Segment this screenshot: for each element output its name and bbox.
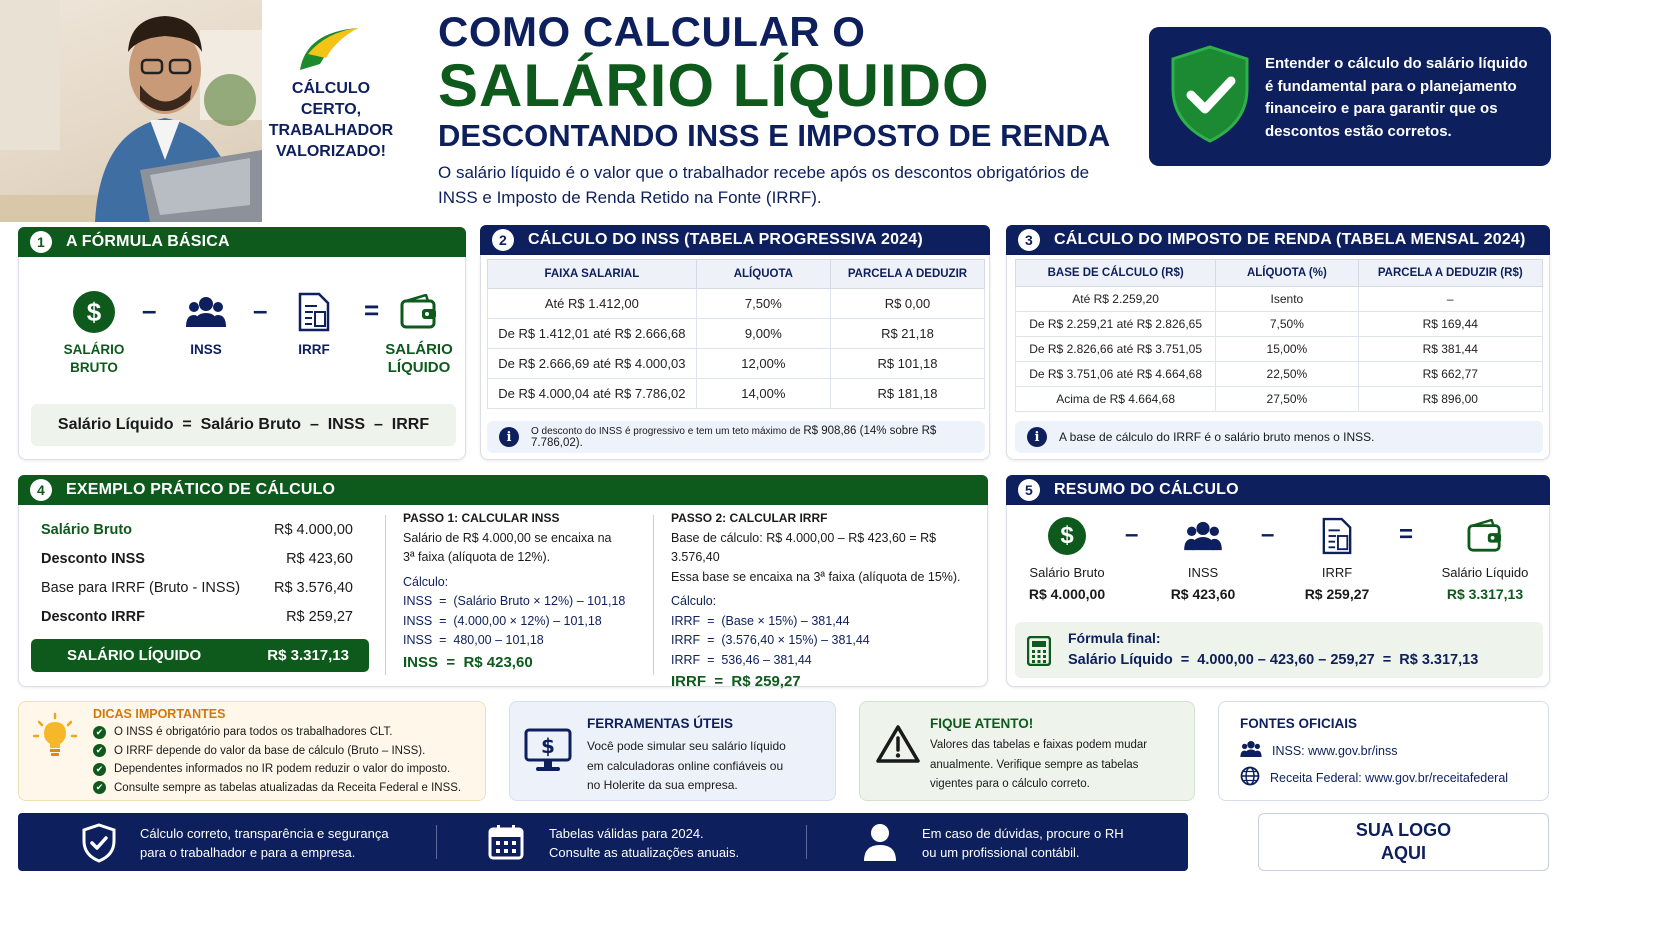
note-text: A base de cálculo do IRRF é o salário bruto menos o INSS. (1059, 430, 1375, 444)
logo-text: SUA LOGO (1355, 820, 1452, 840)
section2-panel (480, 255, 990, 460)
step-calc-label: Cálculo: (403, 574, 449, 589)
inss-table (487, 259, 985, 409)
check-icon: ✔ (93, 744, 106, 757)
tips-card (18, 701, 486, 801)
section1-panel (18, 257, 466, 460)
table-header: FAIXA SALARIAL (488, 260, 697, 289)
table-cell: 27,50% (1216, 387, 1358, 412)
table-header: ALÍQUOTA (696, 260, 830, 289)
sources-title: FONTES OFICIAIS (1240, 716, 1358, 731)
tips-title: DICAS IMPORTANTES (93, 707, 226, 721)
summary-inss (1153, 517, 1253, 602)
final-formula-text: Salário Líquido = 4.000,00 – 423,60 – 259,27 = R$ 3.317,13 (1068, 652, 1479, 668)
table-cell: 7,50% (1216, 312, 1358, 337)
footer-text-2: Tabelas válidas para 2024. Consulte as atualizações anuais. (549, 826, 740, 860)
info-icon: i (1027, 427, 1047, 447)
svg-text:$: $ (541, 734, 555, 758)
table-row (1016, 362, 1543, 387)
sources-card (1218, 701, 1549, 801)
irrf-item (269, 291, 359, 359)
table-cell: 22,50% (1216, 362, 1358, 387)
summary-gross (1017, 517, 1117, 602)
step-text: 3ª faixa (alíquota de 12%). (403, 550, 551, 564)
step2-block (671, 509, 981, 692)
equals-sign: = (364, 295, 380, 325)
calendar-icon (488, 824, 524, 865)
irrf-table-wrap (1015, 259, 1543, 412)
step-calc: INSS = (Salário Bruto × 12%) – 101,18 (403, 594, 626, 608)
minus-sign: – (1261, 521, 1275, 548)
item-label: INSS (190, 342, 222, 357)
step-calc: IRRF = 536,46 – 381,44 (671, 652, 812, 667)
table-cell: 15,00% (1216, 337, 1358, 362)
gross-salary-item (49, 291, 139, 377)
attention-card (859, 701, 1195, 801)
section-number: 5 (1018, 479, 1040, 501)
section-title: CÁLCULO DO INSS (TABELA PROGRESSIVA 2024) (528, 231, 923, 248)
section-number: 4 (30, 479, 52, 501)
minus-sign: – (142, 295, 157, 325)
table-header: BASE DE CÁLCULO (R$) (1016, 260, 1216, 287)
table-cell: R$ 662,77 (1358, 362, 1542, 387)
page-title (438, 8, 1128, 156)
section-number: 2 (492, 229, 514, 251)
shield-check-icon (82, 823, 116, 868)
line-value: R$ 4.000,00 (273, 521, 353, 538)
table-cell: Até R$ 2.259,20 (1016, 287, 1216, 312)
section1-header (18, 227, 466, 257)
table-row (1016, 287, 1543, 312)
line-label: Salário Bruto (41, 521, 133, 538)
summary-label: IRRF (1321, 565, 1353, 580)
table-row (488, 349, 985, 379)
dollar-icon: $ (1048, 517, 1086, 555)
item-label: SALÁRIO LÍQUIDO (385, 341, 453, 376)
footer-divider (436, 825, 437, 859)
source-link[interactable]: Receita Federal: www.gov.br/receitafederal (1270, 770, 1509, 785)
table-cell: R$ 169,44 (1358, 312, 1542, 337)
intro-text: Entender o cálculo do salário líquido é fundamental para o planejamento financeiro e para garantir que os descontos estão corretos. (1265, 55, 1528, 140)
example-summary (41, 515, 353, 631)
brand-swoosh-icon (296, 24, 360, 74)
table-cell: 14,00% (696, 379, 830, 409)
section-title: EXEMPLO PRÁTICO DE CÁLCULO (66, 481, 336, 498)
people-icon (1240, 740, 1262, 761)
table-cell: R$ 896,00 (1358, 387, 1542, 412)
example-line (41, 544, 353, 573)
summary-value: R$ 3.317,13 (1446, 586, 1524, 602)
step-calc-label: Cálculo: (671, 594, 717, 608)
final-formula-box (1015, 622, 1543, 678)
tax-document-icon (1321, 517, 1353, 555)
example-line (41, 573, 353, 602)
section-title: A FÓRMULA BÁSICA (66, 233, 230, 250)
table-cell: R$ 101,18 (830, 349, 984, 379)
list-item: ✔ O INSS é obrigatório para todos os trabalhadores CLT. (93, 723, 483, 742)
inss-item (161, 291, 251, 359)
summary-net (1427, 517, 1543, 602)
title-line-1: COMO CALCULAR O (438, 8, 866, 55)
logo-placeholder (1258, 813, 1549, 871)
step-calc: INSS = (4.000,00 × 12%) – 101,18 (403, 613, 602, 628)
section-number: 1 (30, 231, 52, 253)
person-icon (862, 823, 898, 866)
summary-value: R$ 423,60 (1170, 586, 1236, 602)
step-text: Salário de R$ 4.000,00 se encaixa na (403, 530, 612, 545)
minus-sign: – (253, 295, 268, 325)
calculator-icon (1027, 636, 1051, 671)
logo-text: AQUI (1381, 843, 1426, 863)
line-value: R$ 3.576,40 (273, 579, 353, 596)
table-cell: R$ 381,44 (1358, 337, 1542, 362)
section5-panel (1006, 505, 1550, 687)
table-cell: De R$ 1.412,01 até R$ 2.666,68 (488, 319, 697, 349)
step-calc: IRRF = (3.576,40 × 15%) – 381,44 (671, 633, 870, 647)
table-row (1016, 337, 1543, 362)
warning-icon (876, 724, 920, 769)
check-icon: ✔ (93, 781, 106, 794)
title-line-3: DESCONTANDO INSS E IMPOSTO DE RENDA (438, 118, 1111, 153)
step-result: INSS = R$ 423,60 (403, 653, 533, 671)
summary-label: Salário Líquido (1441, 565, 1529, 580)
slogan-line: CÁLCULO (291, 80, 371, 97)
step-result: IRRF = R$ 259,27 (671, 673, 801, 690)
step1-block (403, 509, 643, 672)
worker-photo (0, 0, 262, 222)
table-header: PARCELA A DEDUZIR (R$) (1358, 260, 1542, 287)
step-calc: IRRF = (Base × 15%) – 381,44 (671, 613, 850, 628)
title-line-2: SALÁRIO LÍQUIDO (438, 52, 990, 119)
table-row (488, 379, 985, 409)
slogan-badge (268, 78, 394, 162)
footer-divider (806, 825, 807, 859)
line-label: Base para IRRF (Bruto - INSS) (41, 579, 241, 596)
table-header: ALÍQUOTA (%) (1216, 260, 1358, 287)
table-cell: 12,00% (696, 349, 830, 379)
inss-note (487, 421, 985, 453)
section3-header (1006, 225, 1550, 255)
dollar-icon: $ (73, 291, 115, 333)
section-title: RESUMO DO CÁLCULO (1054, 481, 1239, 498)
table-cell: R$ 21,18 (830, 319, 984, 349)
shield-check-icon (1169, 45, 1251, 148)
table-cell: 9,00% (696, 319, 830, 349)
list-item: ✔ Dependentes informados no IR podem reduzir o valor do imposto. (93, 760, 483, 779)
step-text: Essa base se encaixa na 3ª faixa (alíquota de 15%). (671, 569, 961, 584)
tools-title: FERRAMENTAS ÚTEIS (587, 716, 734, 731)
example-line (41, 515, 353, 544)
table-cell: De R$ 3.751,06 até R$ 4.664,68 (1016, 362, 1216, 387)
slogan-line: TRABALHADOR (268, 122, 394, 139)
divider (385, 515, 386, 675)
table-cell: Até R$ 1.412,00 (488, 289, 697, 319)
computer-dollar-icon (524, 728, 572, 779)
wallet-icon (1467, 517, 1503, 555)
section5-header (1006, 475, 1550, 505)
table-row (1016, 387, 1543, 412)
slogan-line: VALORIZADO! (276, 143, 386, 160)
result-label: SALÁRIO LÍQUIDO (67, 647, 202, 664)
table-cell: Isento (1216, 287, 1358, 312)
footer-text-3: Em caso de dúvidas, procure o RH ou um profissional contábil. (922, 826, 1124, 860)
slogan-line: CERTO, (300, 101, 362, 118)
check-icon: ✔ (93, 726, 106, 739)
tax-document-icon (297, 291, 331, 333)
equals-sign: = (1399, 521, 1414, 548)
table-row (488, 289, 985, 319)
step-calc: INSS = 480,00 – 101,18 (403, 633, 544, 647)
list-item: ✔ Consulte sempre as tabelas atualizadas da Receita Federal e INSS. (93, 779, 483, 798)
table-row (1016, 312, 1543, 337)
result-value: R$ 3.317,13 (267, 647, 349, 664)
intro-shield-card (1149, 27, 1551, 166)
summary-label: INSS (1187, 565, 1219, 580)
attention-text: Valores das tabelas e faixas podem mudar anualmente. Verifique sempre as tabelas vigentes para o cálculo correto. (930, 739, 1148, 790)
section4-panel (18, 505, 988, 690)
step-title: PASSO 2: CALCULAR IRRF (671, 511, 828, 525)
info-icon: i (499, 427, 519, 447)
basic-formula-text: Salário Líquido = Salário Bruto – INSS – IRRF (57, 416, 430, 433)
summary-irrf (1287, 517, 1387, 602)
tools-card (509, 701, 836, 801)
step-title: PASSO 1: CALCULAR INSS (403, 511, 560, 525)
final-formula-title: Fórmula final: (1068, 630, 1161, 646)
table-cell: De R$ 2.259,21 até R$ 2.826,65 (1016, 312, 1216, 337)
table-cell: De R$ 2.826,66 até R$ 3.751,05 (1016, 337, 1216, 362)
table-cell: De R$ 4.000,04 até R$ 7.786,02 (488, 379, 697, 409)
line-label: Desconto IRRF (41, 608, 145, 625)
item-label: SALÁRIO BRUTO (63, 342, 125, 375)
source-link[interactable]: INSS: www.gov.br/inss (1272, 743, 1398, 758)
globe-icon (1240, 766, 1260, 789)
line-value: R$ 259,27 (286, 608, 353, 625)
attention-title: FIQUE ATENTO! (930, 716, 1034, 731)
lightbulb-icon (33, 712, 77, 763)
table-cell: – (1358, 287, 1542, 312)
irrf-note (1015, 421, 1543, 453)
tools-text: Você pode simular seu salário líquido em calculadoras online confiáveis ou no Holerite da sua empresa. (587, 739, 786, 792)
table-header: PARCELA A DEDUZIR (830, 260, 984, 289)
divider (653, 515, 654, 675)
table-cell: Acima de R$ 4.664,68 (1016, 387, 1216, 412)
irrf-table (1015, 259, 1543, 412)
check-icon: ✔ (93, 763, 106, 776)
summary-value: R$ 259,27 (1304, 586, 1370, 602)
basic-formula-box (31, 404, 456, 446)
note-text: O desconto do INSS é progressivo e tem um teto máximo de R$ 908,86 (14% sobre R$ 7.786,02). (531, 425, 937, 449)
section-number: 3 (1018, 229, 1040, 251)
section2-header (480, 225, 990, 255)
source-receita[interactable] (1240, 766, 1508, 789)
footer-bar (18, 813, 1188, 871)
wallet-icon (400, 291, 438, 333)
table-cell: R$ 0,00 (830, 289, 984, 319)
footer-text-1: Cálculo correto, transparência e segurança para o trabalhador e para a empresa. (140, 826, 389, 860)
list-item: ✔ O IRRF depende do valor da base de cálculo (Bruto – INSS). (93, 742, 483, 761)
section4-header (18, 475, 988, 505)
page-subtitle: O salário líquido é o valor que o trabalhador recebe após os descontos obrigatórios de INSS e Imposto de Renda Retido na Fonte (IRRF). (438, 163, 1090, 207)
source-inss[interactable] (1240, 740, 1398, 761)
table-cell: 7,50% (696, 289, 830, 319)
item-label: IRRF (298, 342, 330, 357)
summary-value: R$ 4.000,00 (1028, 586, 1106, 602)
inss-table-wrap (487, 259, 985, 409)
step-text: Base de cálculo: R$ 4.000,00 – R$ 423,60 = R$ 3.576,40 (671, 530, 937, 564)
tips-list (93, 723, 483, 797)
table-cell: R$ 181,18 (830, 379, 984, 409)
table-row (488, 319, 985, 349)
formula-icons (39, 291, 453, 386)
section3-panel (1006, 255, 1550, 460)
net-salary-result (31, 639, 369, 672)
table-cell: De R$ 2.666,69 até R$ 4.000,03 (488, 349, 697, 379)
net-salary-item (379, 291, 459, 377)
section-title: CÁLCULO DO IMPOSTO DE RENDA (TABELA MENSAL 2024) (1054, 231, 1526, 248)
line-label: Desconto INSS (41, 550, 145, 567)
summary-label: Salário Bruto (1029, 565, 1105, 580)
minus-sign: – (1125, 521, 1139, 548)
people-icon (186, 291, 226, 333)
people-icon (1184, 517, 1222, 555)
line-value: R$ 423,60 (286, 550, 353, 567)
example-line (41, 602, 353, 631)
